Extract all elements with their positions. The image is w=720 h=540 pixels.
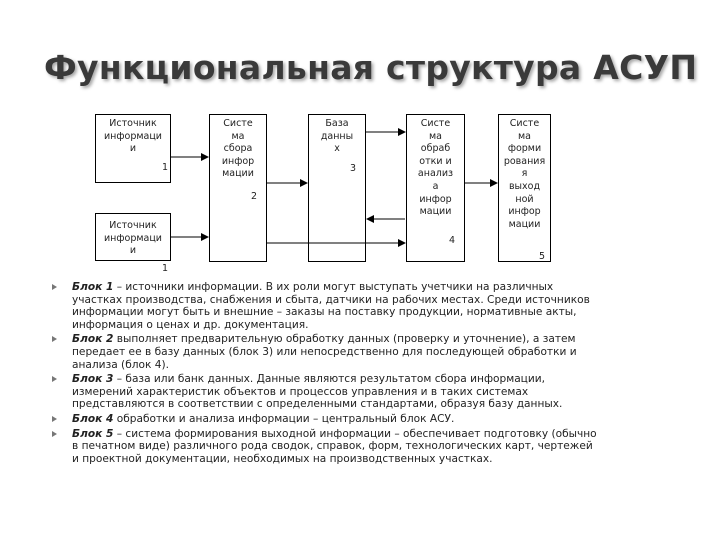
bullet-block-4 <box>52 413 672 426</box>
bullet-line <box>72 281 672 294</box>
collection-line: ма <box>231 130 245 142</box>
output-line: я <box>521 168 528 180</box>
database-number: 3 <box>350 163 357 174</box>
processing-line: а <box>432 180 439 192</box>
collection-line: инфор <box>221 155 255 167</box>
bullet-block-5 <box>52 428 672 466</box>
bullet-label: Блок 4 <box>72 412 114 425</box>
collection-line: сбора <box>223 143 253 155</box>
bullet-block-3 <box>52 373 672 411</box>
bullet-line <box>72 413 672 426</box>
source-bottom-number: 1 <box>162 263 169 274</box>
bullet-text: обработки и анализа информации – центральный блок АСУ. <box>113 412 455 425</box>
output-number: 5 <box>539 251 546 262</box>
bullet-text: измерений характеристик объектов и процессов управления и в таких системах <box>72 385 529 398</box>
source-top-line: информаци <box>104 130 162 142</box>
bullet-block-1 <box>52 281 672 331</box>
database-line: данны <box>320 130 354 142</box>
bullet-label: Блок 1 <box>72 281 114 293</box>
page-title: Функциональная структура АСУП <box>44 48 698 87</box>
source-bottom-line: и <box>129 245 137 257</box>
bullet-text: информации могут быть и внешние – заказы на поставку продукции, нормативные акты, <box>72 306 577 319</box>
bullet-arrow-icon <box>52 416 57 422</box>
collection-line: мации <box>222 168 254 180</box>
bullet-line <box>72 373 672 386</box>
bullet-line <box>72 333 672 346</box>
output-line: Систе <box>509 118 540 129</box>
output-line: форми <box>507 143 542 155</box>
bullet-line <box>72 428 672 441</box>
processing-line: анализ <box>417 168 454 180</box>
bullet-arrow-icon <box>52 284 57 290</box>
processing-line: мации <box>419 206 452 218</box>
source-bottom-line: информаци <box>104 232 162 244</box>
bullet-text: – база или банк данных. Данные являются результатом сбора информации, <box>113 373 546 386</box>
source-top-line: и <box>129 143 137 155</box>
collection-line: Систе <box>223 118 253 129</box>
output-line: ной <box>515 193 534 205</box>
processing-line: инфор <box>419 193 452 205</box>
bullet-arrow-icon <box>52 431 57 437</box>
processing-line: Систе <box>420 118 451 129</box>
output-line: выход <box>508 180 541 192</box>
bullet-text: и проектной документации, необходимых на производственных участках. <box>72 452 493 465</box>
bullet-text: анализа (блок 4). <box>72 358 169 371</box>
output-line: рования <box>503 155 546 167</box>
database-line: х <box>334 143 340 155</box>
source-top-line: Источник <box>109 118 157 129</box>
output-line: мации <box>508 218 541 230</box>
block-descriptions <box>52 281 672 467</box>
processing-number: 4 <box>449 235 456 246</box>
database-line: База <box>325 118 349 129</box>
bullet-text: участках производства, снабжения и сбыта, датчики на рабочих местах. Среди источников <box>72 293 590 306</box>
processing-line: обраб <box>420 143 451 155</box>
bullet-label: Блок 2 <box>72 333 114 346</box>
bullet-arrow-icon <box>52 336 57 342</box>
collection-number: 2 <box>251 191 258 202</box>
processing-line: отки и <box>419 155 452 167</box>
source-bottom-line: Источник <box>109 220 157 231</box>
bullet-text: – источники информации. В их роли могут выступать учетчики на различных <box>113 281 554 293</box>
bullet-text: передает ее в базу данных (блок 3) или непосредственно для последующей обработки и <box>72 345 577 358</box>
bullet-text: выполняет предварительную обработку данных (проверку и уточнение), а затем <box>113 333 576 346</box>
bullet-text: представляются в соответствии с определенными стандартами, образуя базу данных. <box>72 398 563 411</box>
bullet-label: Блок 3 <box>72 373 114 386</box>
bullet-text: в печатном виде) различного рода сводок, справок, форм, технологических карт, чертежей <box>72 440 593 453</box>
source-top-number: 1 <box>162 162 169 173</box>
processing-line: ма <box>429 130 442 142</box>
bullet-label: Блок 5 <box>72 427 114 440</box>
bullet-block-2 <box>52 333 672 371</box>
output-line: инфор <box>508 206 541 218</box>
bullet-text: – система формирования выходной информации – обеспечивает подготовку (обычно <box>113 427 597 440</box>
bullet-arrow-icon <box>52 376 57 382</box>
bullet-text: информация о ценах и др. документация. <box>72 318 309 331</box>
output-line: ма <box>518 130 531 142</box>
